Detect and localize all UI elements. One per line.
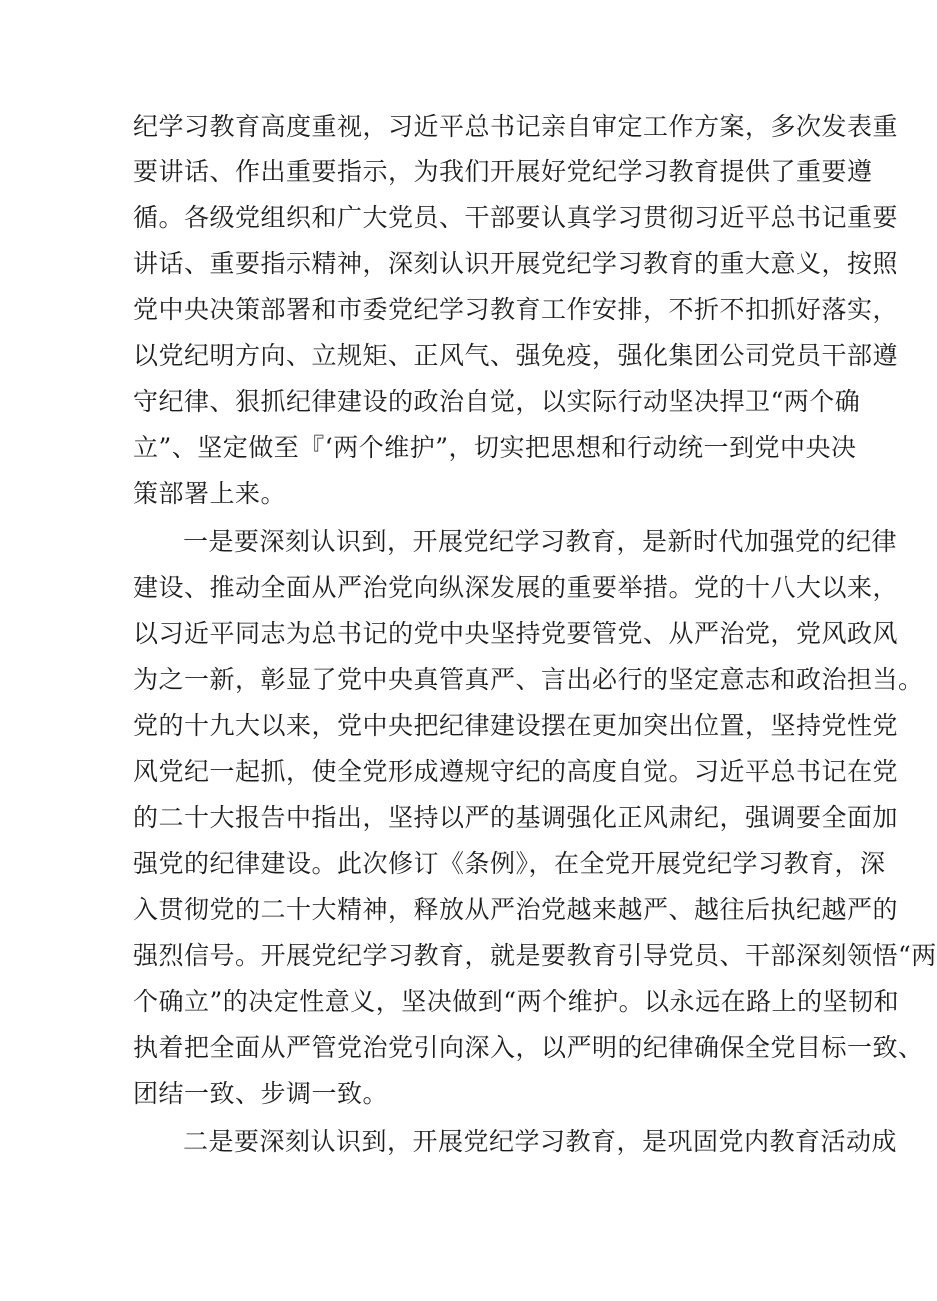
- paragraph-line: 入贯彻党的二十大精神，释放从严治党越来越严、越往后执纪越严的: [133, 895, 899, 924]
- paragraph-line: 策部署上来。: [133, 479, 287, 508]
- paragraph-line: 循。各级党组织和广大党员、干部要认真学习贯彻习近平总书记重要: [133, 203, 899, 232]
- paragraph-line: 立”、坚定做至『‘两个维护”，切实把思想和行动统一到党中央决: [133, 433, 857, 462]
- paragraph-line: 的二十大报告中指出，坚持以严的基调强化正风肃纪，强调要全面加: [133, 803, 899, 832]
- paragraph-line: 以党纪明方向、立规矩、正风气、强免疫，强化集团公司党员干部遵: [133, 341, 899, 370]
- paragraph-line: 强党的纪律建设。此次修订《条例》，在全党开展党纪学习教育，深: [133, 849, 886, 878]
- paragraph-line: 风党纪一起抓，使全党形成遵规守纪的高度自觉。习近平总书记在党: [133, 757, 899, 786]
- paragraph-line: 为之一新，彰显了党中央真管真严、言出必行的坚定意志和政治担当。: [133, 665, 924, 694]
- paragraph-line: 一是要深刻认识到，开展党纪学习教育，是新时代加强党的纪律: [183, 527, 898, 556]
- paragraph-line: 要讲话、作出重要指示，为我们开展好党纪学习教育提供了重要遵: [133, 157, 873, 186]
- paragraph-line: 党的十九大以来，党中央把纪律建设摆在更加突出位置，坚持党性党: [133, 711, 899, 740]
- paragraph-line: 讲话、重要指示精神，深刻认识开展党纪学习教育的重大意义，按照: [133, 249, 899, 278]
- paragraph-line: 纪学习教育高度重视，习近平总书记亲自审定工作方案，多次发表重: [133, 112, 899, 141]
- paragraph-line: 以习近平同志为总书记的党中央坚持党要管党、从严治党，党风政风: [133, 619, 899, 648]
- paragraph-line: 二是要深刻认识到，开展党纪学习教育，是巩固党内教育活动成: [183, 1127, 898, 1156]
- paragraph-line: 执着把全面从严管党治党引向深入，以严明的纪律确保全党目标一致、: [133, 1033, 924, 1062]
- paragraph-line: 党中央决策部署和市委党纪学习教育工作安排，不折不扣抓好落实，: [133, 295, 899, 324]
- paragraph-line: 建设、推动全面从严治党向纵深发展的重要举措。党的十八大以来，: [133, 573, 899, 602]
- paragraph-line: 守纪律、狠抓纪律建设的政治自觉，以实际行动坚决捍卫“两个确: [133, 387, 861, 416]
- paragraph-line: 个确立”的决定性意义，坚决做到“两个维护。以永远在路上的坚韧和: [133, 987, 900, 1016]
- paragraph-line: 强烈信号。开展党纪学习教育，就是要教育引导党员、干部深刻领悟“两: [133, 941, 937, 970]
- paragraph-line: 团结一致、步调一致。: [133, 1079, 389, 1108]
